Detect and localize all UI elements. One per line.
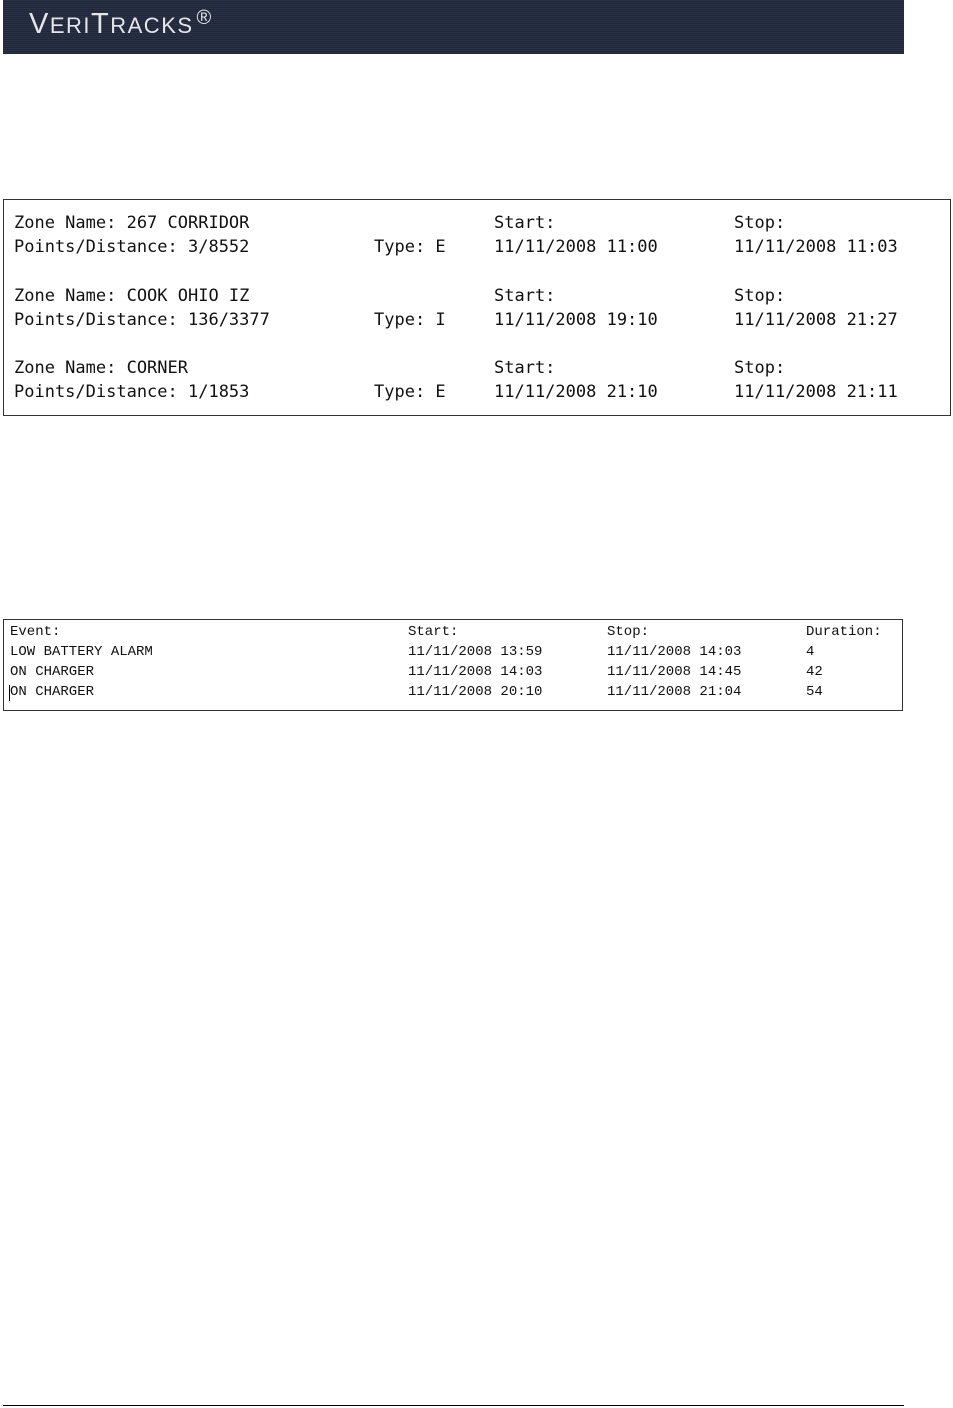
logo-letters-eri: ERI [49, 13, 92, 38]
zone-stop-header: Stop: [734, 286, 786, 306]
zone-report-panel [3, 199, 951, 416]
event-report-panel [3, 619, 903, 711]
footer-rule [3, 1405, 904, 1406]
zone-type: Type: E [374, 382, 446, 402]
zone-points-distance: Points/Distance: 136/3377 [14, 310, 270, 330]
event-row [4, 642, 902, 662]
event-start: 11/11/2008 14:03 [408, 664, 543, 680]
zone-type: Type: E [374, 237, 446, 257]
zone-name: Zone Name: COOK OHIO IZ [14, 286, 250, 306]
event-column-header: Event: [10, 624, 61, 640]
event-duration: 42 [806, 664, 823, 680]
zone-header-line [4, 211, 950, 235]
zone-header-line [4, 284, 950, 308]
event-stop: 11/11/2008 14:03 [607, 644, 742, 660]
zone-stop-time: 11/11/2008 11:03 [734, 237, 898, 257]
zone-entry [4, 284, 950, 332]
event-start: 11/11/2008 13:59 [408, 644, 543, 660]
event-row [4, 662, 902, 682]
stop-column-header: Stop: [607, 624, 650, 640]
zone-start-header: Start: [494, 213, 556, 233]
logo-letter-t: T [91, 8, 111, 40]
zone-start-header: Start: [494, 286, 556, 306]
zone-stop-time: 11/11/2008 21:11 [734, 382, 898, 402]
zone-stop-header: Stop: [734, 213, 786, 233]
registered-mark: ® [196, 7, 212, 29]
zone-name: Zone Name: 267 CORRIDOR [14, 213, 250, 233]
zone-start-time: 11/11/2008 19:10 [494, 310, 658, 330]
duration-column-header: Duration: [806, 624, 882, 640]
start-column-header: Start: [408, 624, 459, 640]
zone-points-distance: Points/Distance: 3/8552 [14, 237, 250, 257]
event-name: LOW BATTERY ALARM [10, 644, 153, 660]
zone-type: Type: I [374, 310, 446, 330]
zone-detail-line [4, 235, 950, 259]
zone-detail-line [4, 308, 950, 332]
zone-points-distance: Points/Distance: 1/1853 [14, 382, 250, 402]
zone-entry [4, 356, 950, 404]
zone-start-header: Start: [494, 358, 556, 378]
event-start: 11/11/2008 20:10 [408, 684, 543, 700]
zone-stop-time: 11/11/2008 21:27 [734, 310, 898, 330]
header-banner [3, 0, 904, 54]
event-row [4, 682, 902, 702]
veritracks-logo [29, 7, 212, 40]
zone-start-time: 11/11/2008 21:10 [494, 382, 658, 402]
event-header-row [4, 622, 902, 642]
zone-start-time: 11/11/2008 11:00 [494, 237, 658, 257]
zone-header-line [4, 356, 950, 380]
logo-letter-v: V [29, 8, 50, 40]
zone-stop-header: Stop: [734, 358, 786, 378]
zone-name: Zone Name: CORNER [14, 358, 188, 378]
zone-entry [4, 211, 950, 259]
event-stop: 11/11/2008 21:04 [607, 684, 742, 700]
event-name: ON CHARGER [10, 664, 95, 680]
event-stop: 11/11/2008 14:45 [607, 664, 742, 680]
event-name: ON CHARGER [10, 684, 95, 700]
logo-letters-racks: RACKS [110, 13, 194, 38]
zone-detail-line [4, 380, 950, 404]
event-duration: 54 [806, 684, 823, 700]
event-duration: 4 [806, 644, 815, 660]
